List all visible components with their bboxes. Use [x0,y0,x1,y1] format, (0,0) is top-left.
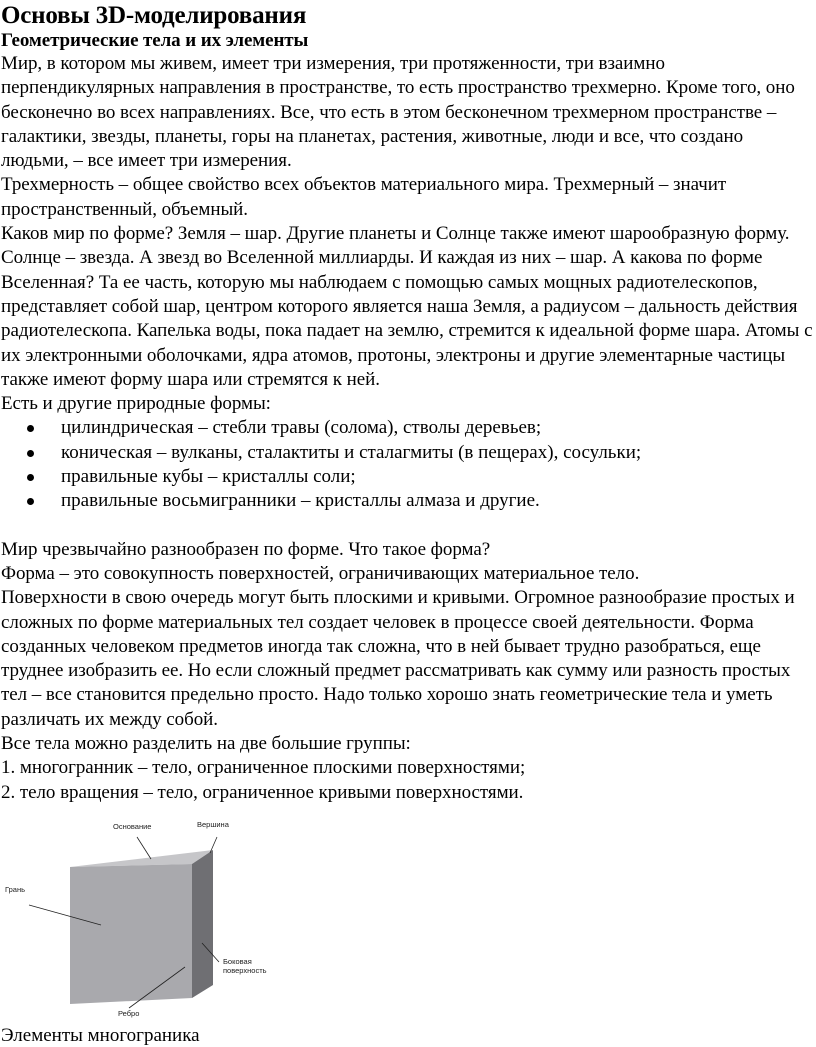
list-item [1,441,816,465]
paragraph-three-dimensionality: Трехмерность – общее свойство всех объектов материального мира. Трехмерный – значит пространственный, объемный. [1,174,727,220]
natural-forms-list [1,416,816,513]
paragraph-world-shape: Каков мир по форме? Земля – шар. Другие планеты и Солнце также имеют шарообразную форму. Солнце – звезда. А звезд во Вселенной миллиарды. И каждая из них – шар. А какова по форме Вселенная? Та ее часть, которую мы наблюдаем с помощью самых мощных радиотелескопов, представляет собой шар, центром которого является наша Земля, а радиусом – дальность действия радиотелескопа. Капелька воды, пока падает на землю, стремится к идеальной форме шара. Атомы с их электронными оболочками, ядра атомов, протоны, электроны и другие элементарные частицы также имеют форму шара или стремятся к ней. [1,223,813,390]
label-base: Основание [113,821,152,831]
figure-caption: Элементы многограника [1,1024,200,1046]
leader-base [137,837,151,859]
paragraph-two-groups: Все тела можно разделить на две большие группы: [1,733,411,755]
spacer [1,514,816,538]
section-subtitle: Геометрические тела и их элементы [1,30,309,51]
label-vertex: Вершина [197,819,229,829]
paragraph-surfaces: Поверхности в свою очередь могут быть плоскими и кривыми. Огромное разнообразие простых и сложных по форме материальных тел создает человек в процессе своей деятельности. Форма созданных человеком предметов иногда так сложна, что в ней бывает трудно разобраться, еще труднее изобразить ее. Но если сложный предмет рассматривать как сумму или разность простых тел – все становится предельно просто. Надо только хорошо знать геометрические тела и уметь различать их между собой. [1,587,795,730]
bullet-icon [27,425,34,432]
list-item-text: правильные восьмигранники – кристаллы алмаза и другие. [61,490,540,512]
label-side-1: Боковая [223,956,252,966]
paragraph-intro: Мир, в котором мы живем, имеет три измерения, три протяженности, три взаимно перпендикулярных направления в пространстве, то есть пространство трехмерно. Кроме того, оно бесконечно во всех направлениях. Все, что есть в этом бесконечном трехмерном пространстве – галактики, звезды, планеты, горы на планетах, растения, животные, люди и все, что создано людьми, – все имеет три измерения. [1,53,795,172]
document-page [0,2,816,1046]
prism-front-face [70,864,192,1004]
list-item-text: цилиндрическая – стебли травы (солома), стволы деревьев; [61,417,542,439]
bullet-icon [27,450,34,457]
prism-side-face [192,850,213,998]
label-face: Грань [5,884,26,894]
leader-vertex [210,837,217,853]
bullet-icon [27,474,34,481]
list-item-text: коническая – вулканы, сталактиты и сталагмиты (в пещерах), сосульки; [61,441,642,463]
list-item [1,465,816,489]
bullet-icon [27,498,34,505]
paragraph-other-forms: Есть и другие природные формы: [1,393,271,415]
paragraph-body-of-revolution: 2. тело вращения – тело, ограниченное кривыми поверхностями. [1,781,524,803]
label-side-2: поверхность [223,965,267,975]
paragraph-polyhedron: 1. многогранник – тело, ограниченное плоскими поверхностями; [1,757,526,779]
label-edge: Ребро [118,1008,140,1018]
list-item [1,489,816,513]
paragraph-form-definition: Форма – это совокупность поверхностей, ограничивающих материальное тело. [1,562,640,584]
list-item-text: правильные кубы – кристаллы соли; [61,466,356,488]
page-title: Основы 3D-моделирования [1,2,307,29]
paragraph-form-question: Мир чрезвычайно разнообразен по форме. Что такое форма? [1,538,491,560]
list-item [1,416,816,440]
